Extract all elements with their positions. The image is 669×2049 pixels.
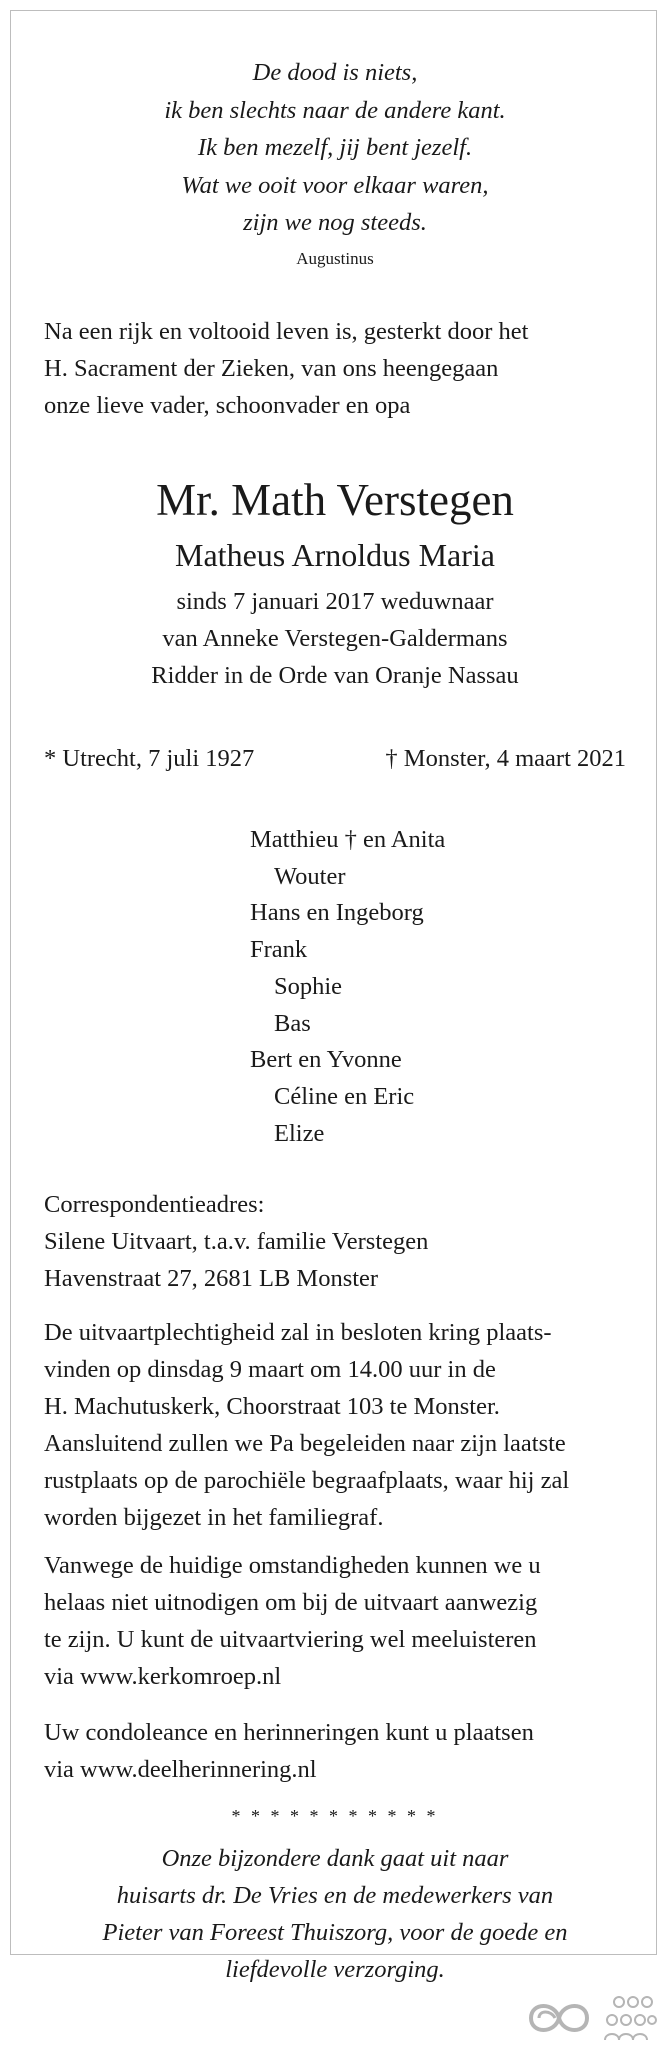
deceased-full-name: Matheus Arnoldus Maria [175,537,495,573]
info-line: van Anneke Verstegen-Galdermans [162,625,508,652]
circumstances-paragraph [44,1547,626,1695]
funeral-line: vinden op dinsdag 9 maart om 14.00 uur in de [44,1356,496,1383]
funeral-line: worden bijgezet in het familiegraf. [44,1504,384,1531]
people-group-icon [605,1997,656,2040]
family-member: Bert en Yvonne [250,1046,402,1074]
poem-line: Wat we ooit voor elkaar waren, [181,171,489,199]
family-member: Céline en Eric [274,1082,415,1110]
thanks-paragraph [44,1840,626,1988]
thanks-line: liefdevolle verzorging. [225,1956,445,1983]
poem [44,54,626,242]
poem-line: zijn we nog steeds. [243,209,427,236]
funeral-line: rustplaats op de parochiële begraafplaats, waar hij zal [44,1467,570,1494]
info-line: sinds 7 januari 2017 weduwnaar [176,588,494,615]
funeral-line: H. Machutuskerk, Choorstraat 103 te Monster. [44,1393,500,1420]
family-member: Sophie [274,972,343,1000]
funeral-line: Aansluitend zullen we Pa begeleiden naar zijn laatste [44,1430,566,1457]
deceased-name: Mr. Math Verstegen [156,475,514,525]
circumstances-line: helaas niet uitnodigen om bij de uitvaart aanwezig [44,1589,538,1616]
thanks-line: Onze bijzondere dank gaat uit naar [161,1845,509,1872]
infinity-logo-icon [531,2006,587,2030]
deceased-info [44,583,626,694]
intro-line: H. Sacrament der Zieken, van ons heengegaan [44,355,499,382]
poem-line: Ik ben mezelf, jij bent jezelf. [197,134,473,161]
footer-logos [521,1988,657,2044]
funeral-line: De uitvaartplechtigheid zal in besloten kring plaats- [44,1319,552,1346]
family-member: Matthieu † en Anita [250,826,446,853]
family-member: Hans en Ingeborg [250,899,424,927]
family-member: Wouter [274,862,346,890]
condolence-paragraph [44,1714,626,1788]
poem-author: Augustinus [296,249,374,268]
intro-line: Na een rijk en voltooid leven is, gesterkt door het [44,318,529,345]
condolence-line: Uw condoleance en herinneringen kunt u plaatsen [44,1719,534,1746]
death-date: † Monster, 4 maart 2021 [385,745,626,772]
intro-line: onze lieve vader, schoonvader en opa [44,392,411,419]
funeral-paragraph [44,1314,626,1536]
circumstances-line: via www.kerkomroep.nl [44,1663,282,1690]
thanks-line: huisarts dr. De Vries en de medewerkers van [116,1882,554,1909]
correspondence-line: Correspondentieadres: [44,1191,265,1218]
family-member: Elize [274,1119,325,1147]
logos-svg [521,1988,657,2044]
correspondence-address [44,1186,626,1297]
circumstances-line: Vanwege de huidige omstandigheden kunnen we u [44,1552,541,1579]
separator: * * * * * * * * * * * [231,1806,439,1826]
correspondence-line: Havenstraat 27, 2681 LB Monster [44,1265,379,1292]
birth-date: * Utrecht, 7 juli 1927 [44,745,255,772]
circumstances-line: te zijn. U kunt de uitvaartviering wel meeluisteren [44,1626,537,1653]
poem-line: ik ben slechts naar de andere kant. [164,96,506,124]
correspondence-line: Silene Uitvaart, t.a.v. familie Verstegen [44,1228,429,1255]
thanks-line: Pieter van Foreest Thuiszorg, voor de goede en [102,1919,568,1946]
intro-paragraph [44,313,626,424]
family-member: Frank [250,936,308,964]
family-member: Bas [274,1009,311,1037]
family-list [250,822,445,1152]
poem-line: De dood is niets, [252,59,418,86]
condolence-line: via www.deelherinnering.nl [44,1756,317,1783]
info-line: Ridder in de Orde van Oranje Nassau [151,662,519,689]
